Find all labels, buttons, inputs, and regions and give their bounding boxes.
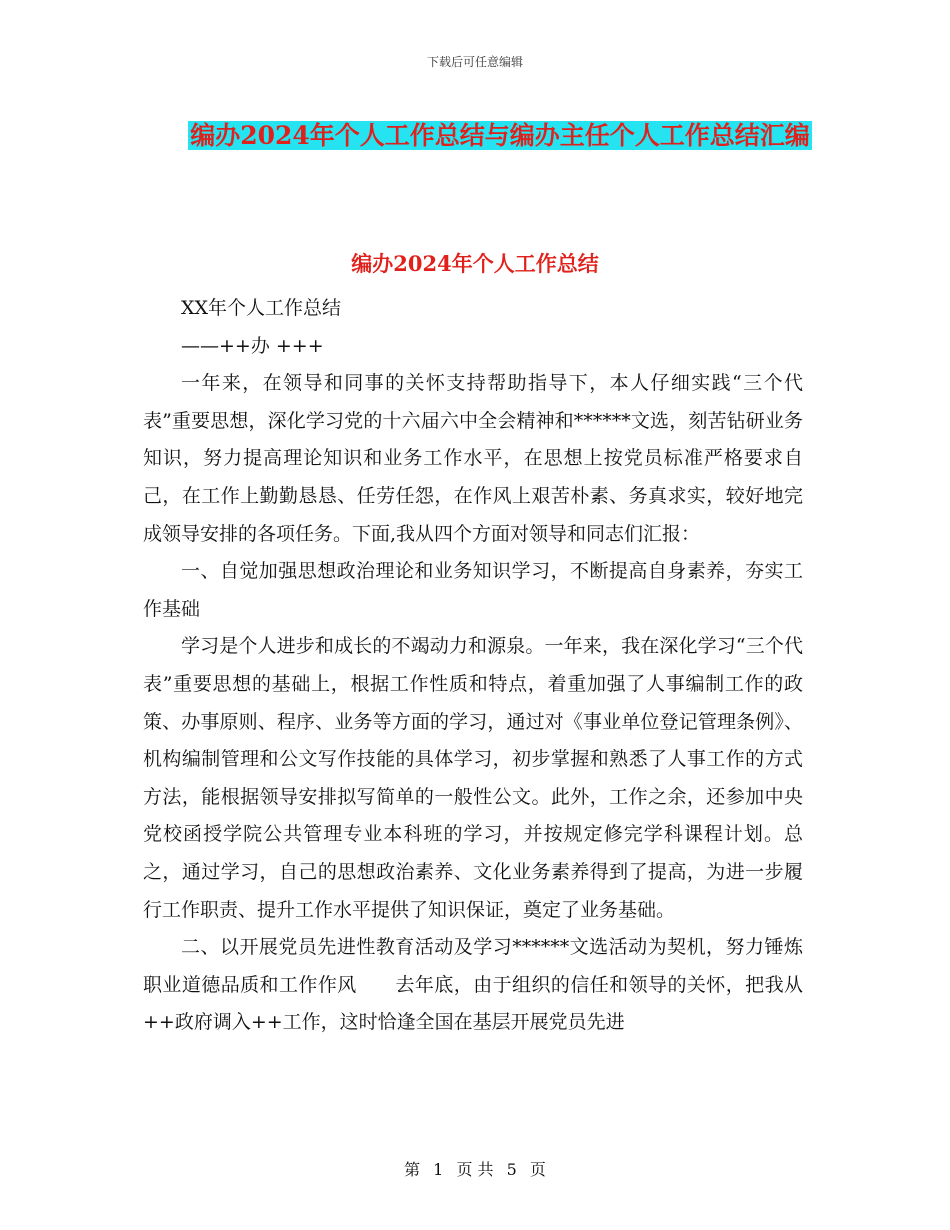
paragraph: 一、自觉加强思想政治理论和业务知识学习，不断提高自身素养，夯实工作基础 — [143, 560, 803, 620]
header-note: 下载后可任意编辑 — [426, 55, 523, 69]
section-title: 编办2024年个人工作总结 — [351, 251, 599, 276]
paragraph: ——++办 +++ — [181, 334, 324, 357]
main-title-text: 编办2024年个人工作总结与编办主任个人工作总结汇编 — [190, 121, 810, 150]
main-title — [140, 113, 860, 158]
page-current: 1 — [433, 1160, 444, 1179]
page-total: 5 — [506, 1160, 517, 1179]
page-label-suffix: 页 — [529, 1160, 546, 1179]
paragraph: 二、以开展党员先进性教育活动及学习******文选活动为契机，努力锤炼职业道德品质和工作作风 去年底，由于组织的信任和领导的关怀，把我从++政府调入++工作，这时恰逢全国在基层开展党员先进 — [143, 936, 803, 1034]
page-footer — [0, 1157, 950, 1180]
page-label-mid: 页 共 — [456, 1160, 494, 1179]
document-body — [143, 290, 803, 1042]
paragraph: 学习是个人进步和成长的不竭动力和源泉。一年来，我在深化学习“三个代表”重要思想的基础上，根据工作性质和特点，着重加强了人事编制工作的政策、办事原则、程序、业务等方面的学习，通过对《事业单位登记管理条例》、机构编制管理和公文写作技能的具体学习，初步掌握和熟悉了人事工作的方式方法，能根据领导安排拟写简单的一般性公文。此外，工作之余，还参加中央党校函授学院公共管理专业本科班的学习，并按规定修完学科课程计划。总之，通过学习，自己的思想政治素养、文化业务素养得到了提高，为进一步履行工作职责、提升工作水平提供了知识保证，奠定了业务基础。 — [143, 635, 803, 921]
page-label-prefix: 第 — [404, 1160, 421, 1179]
paragraph: 一年来，在领导和同事的关怀支持帮助指导下，本人仔细实践“三个代表”重要思想，深化学习党的十六届六中全会精神和******文选，刻苦钻研业务知识，努力提高理论知识和业务工作水平，在思想上按党员标准严格要求自己，在工作上勤勤恳恳、任劳任怨，在作风上艰苦朴素、务真求实，较好地完成领导安排的各项任务。下面,我从四个方面对领导和同志们汇报： — [143, 372, 803, 545]
paragraph: XX年个人工作总结 — [181, 297, 342, 319]
